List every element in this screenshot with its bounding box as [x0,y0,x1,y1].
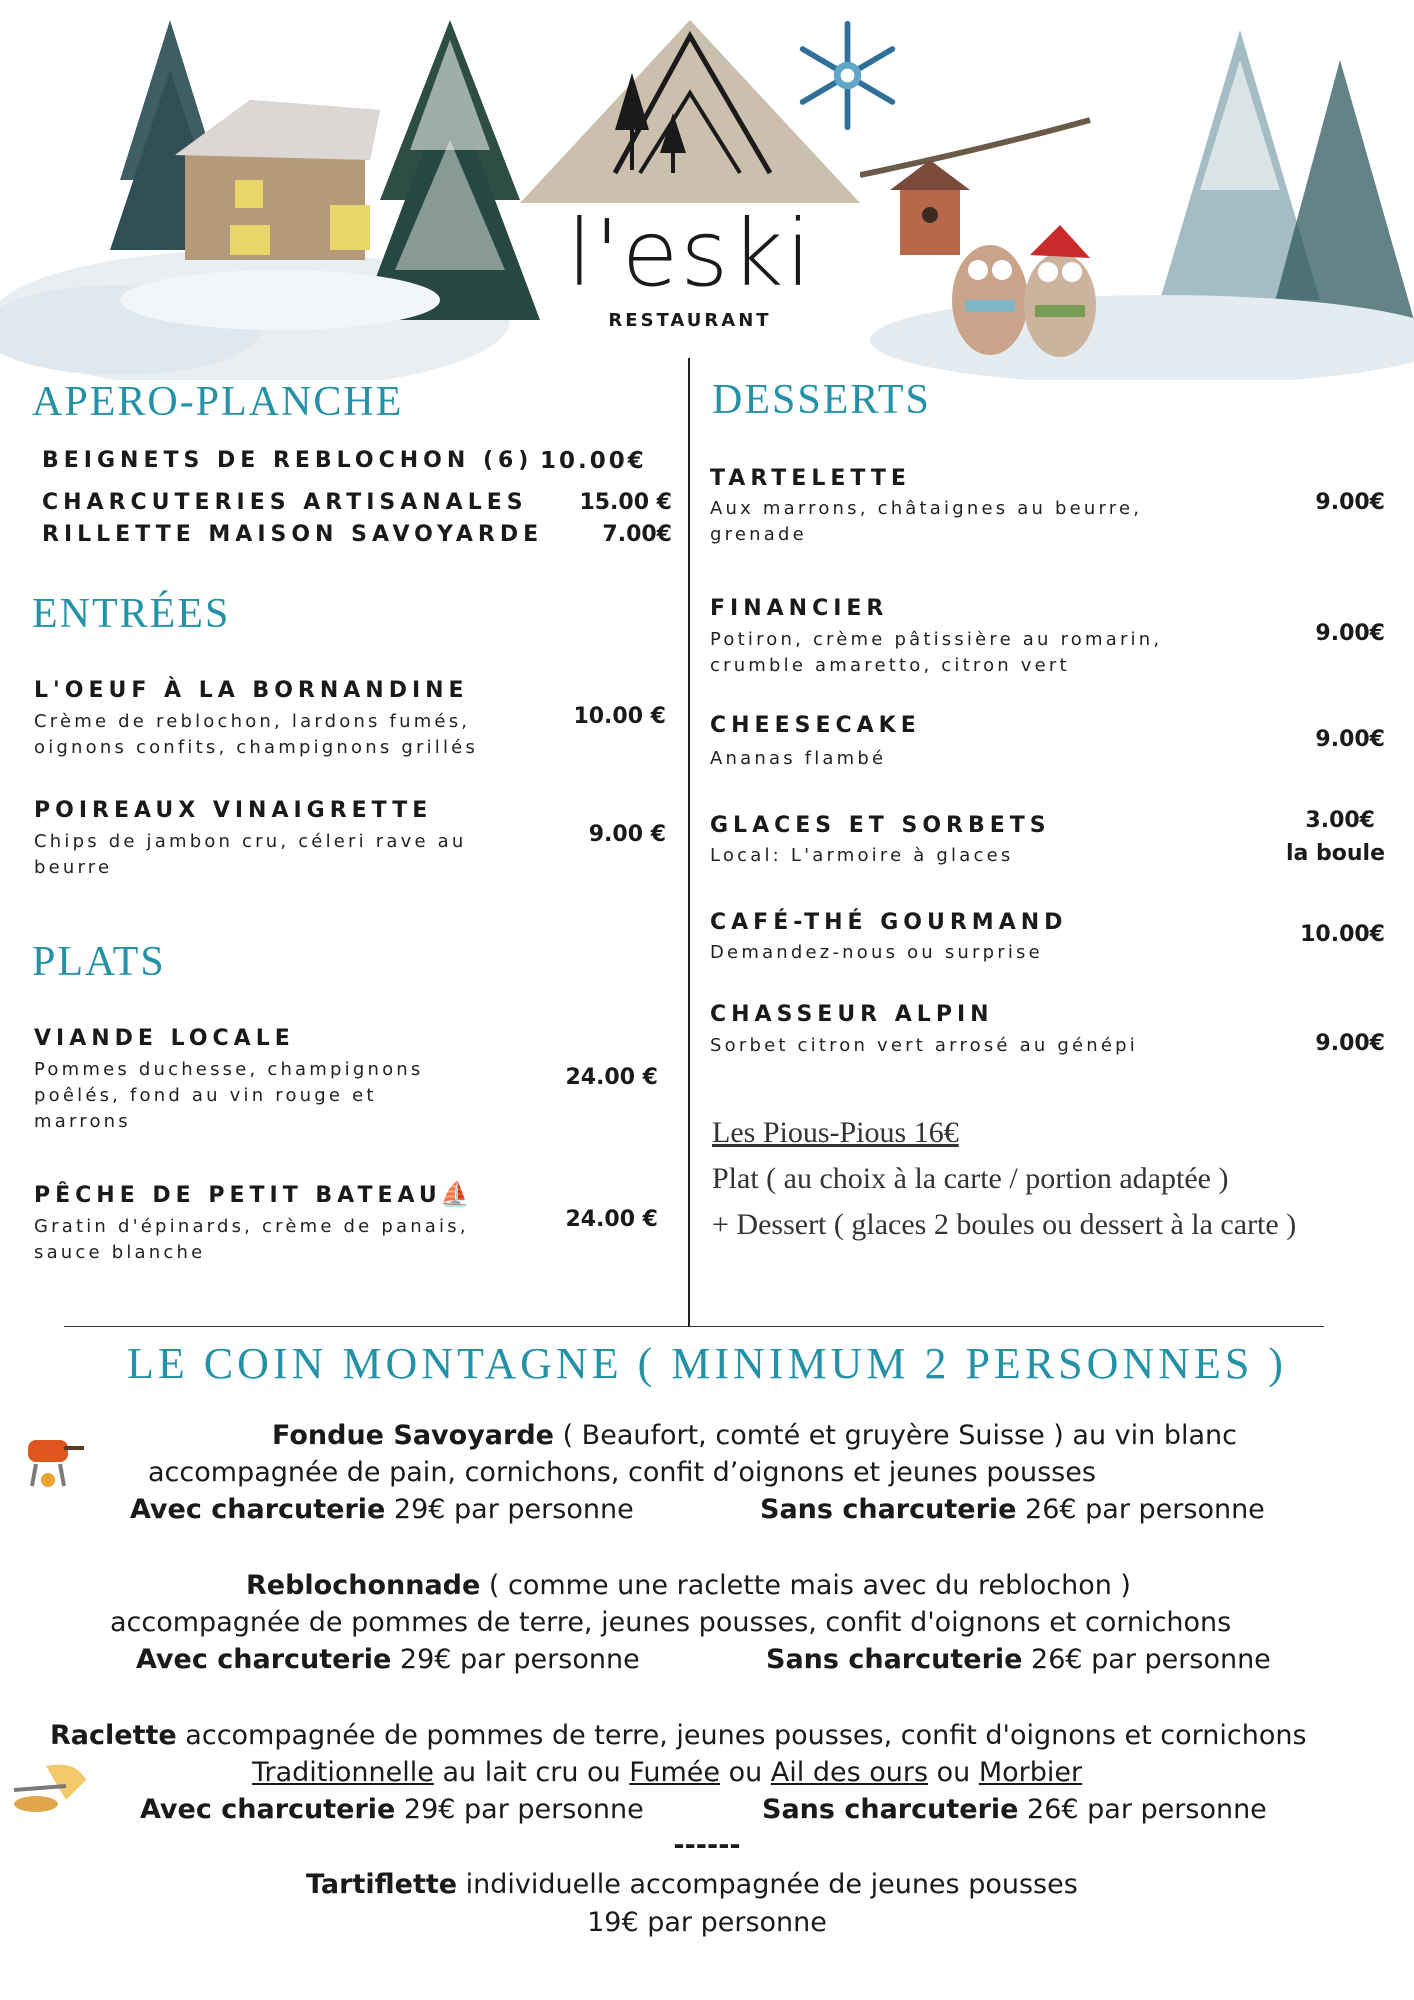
section-divider [64,1326,1324,1327]
raclette-option: Morbier [978,1757,1083,1788]
menu-item-name: RILLETTE MAISON SAVOYARDE [42,522,544,547]
menu-item-price-unit: la boule [1285,841,1385,866]
menu-item-price: 9.00€ [1315,621,1385,646]
dish-detail: accompagnée de pommes de terre, jeunes pousses, confit d'oignons et cornichons [176,1720,1307,1751]
menu-item-price: 10.00 € [573,704,666,729]
section-title-entrees: ENTRÉES [32,591,231,637]
text: au lait cru ou [433,1757,630,1788]
fondue-without-charcuterie [760,1494,1265,1525]
menu-item-price: 3.00€ [1305,808,1375,833]
fondue-with-charcuterie [130,1494,634,1525]
menu-item-name: L'OEUF À LA BORNANDINE [34,678,469,703]
price-label: Sans charcuterie [766,1644,1023,1675]
reblochonnade-line-2: accompagnée de pommes de terre, jeunes pousses, confit d'oignons et cornichons [110,1607,1232,1638]
kids-menu-line: + Dessert ( glaces 2 boules ou dessert à la carte ) [712,1208,1297,1241]
menu-item-price: 15.00 € [579,490,672,515]
section-title-plats: PLATS [32,939,166,985]
price-label: Avec charcuterie [136,1644,392,1675]
price-value: 26€ par personne [1022,1644,1271,1675]
price-value: 29€ par personne [385,1494,634,1525]
menu-item-name: VIANDE LOCALE [34,1026,295,1051]
fondue-pot-icon [24,1434,86,1494]
menu-item-desc: Sorbet citron vert arrosé au génépi [710,1035,1139,1056]
menu-item-desc: crumble amaretto, citron vert [710,655,1070,676]
reblochonnade-with-charcuterie [136,1644,640,1675]
price-value: 29€ par personne [391,1644,640,1675]
dish-name: Raclette [50,1720,177,1751]
tartiflette-line-1 [306,1869,1078,1900]
menu-item-desc: Aux marrons, châtaignes au beurre, [710,498,1143,519]
menu-item-price: 9.00€ [1315,490,1385,515]
menu-item-desc: Crème de reblochon, lardons fumés, [34,711,471,732]
price-value: 29€ par personne [395,1794,644,1825]
brand-name: l'eski [566,200,814,307]
menu-item-name: PÊCHE DE PETIT BATEAU [34,1183,442,1208]
dish-detail: ( comme une raclette mais avec du reblochon ) [480,1570,1131,1601]
menu-item-desc: marrons [34,1111,131,1132]
menu-item-price: 24.00 € [565,1065,658,1090]
menu-item-desc: Ananas flambé [710,748,887,769]
dish-detail: individuelle accompagnée de jeunes pousses [457,1869,1078,1900]
raclette-option: Fumée [629,1757,720,1788]
menu-item-name: CHARCUTERIES ARTISANALES [42,490,528,515]
menu-item-name: TARTELETTE [710,466,911,491]
column-divider [688,358,690,1326]
section-title-apero: APERO-PLANCHE [32,379,404,425]
reblochonnade-without-charcuterie [766,1644,1271,1675]
dish-name: Fondue Savoyarde [272,1420,554,1451]
price-value: 26€ par personne [1018,1794,1267,1825]
fondue-line-2: accompagnée de pain, cornichons, confit d’oignons et jeunes pousses [148,1457,1096,1488]
text: ou [928,1757,979,1788]
menu-item-desc: grenade [710,524,807,545]
menu-item-desc: Potiron, crème pâtissière au romarin, [710,629,1163,650]
raclette-without-charcuterie [762,1794,1267,1825]
menu-item-desc: Pommes duchesse, champignons [34,1059,424,1080]
menu-item-price: 10.00€ [1300,922,1385,947]
menu-item-price: 10.00€ [540,448,647,474]
winter-owls-illustration [860,0,1414,380]
menu-item-name: CHEESECAKE [710,713,921,738]
menu-item-price: 9.00 € [588,822,666,847]
sailboat-icon: ⛵ [440,1180,470,1208]
menu-item-name: BEIGNETS DE REBLOCHON (6) [42,448,534,473]
menu-item-desc: poêlés, fond au vin rouge et [34,1085,377,1106]
dish-name: Reblochonnade [246,1570,481,1601]
brand-subtitle: RESTAURANT [608,310,772,331]
menu-item-name: CHASSEUR ALPIN [710,1002,994,1027]
menu-item-price: 24.00 € [565,1207,658,1232]
menu-item-desc: Gratin d'épinards, crème de panais, [34,1216,469,1237]
kids-menu-line: Plat ( au choix à la carte / portion adaptée ) [712,1162,1229,1195]
raclette-cheese-icon [6,1760,90,1816]
raclette-line-1 [50,1720,1307,1751]
winter-cottage-illustration [0,0,560,380]
price-label: Avec charcuterie [140,1794,396,1825]
menu-item-desc: Chips de jambon cru, céleri rave au [34,831,467,852]
price-label: Avec charcuterie [130,1494,386,1525]
section-title-desserts: DESSERTS [712,377,931,423]
dish-detail: ( Beaufort, comté et gruyère Suisse ) au vin blanc [553,1420,1237,1451]
menu-item-name: CAFÉ-THÉ GOURMAND [710,910,1068,935]
menu-item-name: FINANCIER [710,596,889,621]
raclette-option: Traditionnelle [252,1757,434,1788]
menu-item-name: GLACES ET SORBETS [710,813,1051,838]
price-value: 26€ par personne [1016,1494,1265,1525]
price-label: Sans charcuterie [760,1494,1017,1525]
price-label: Sans charcuterie [762,1794,1019,1825]
tartiflette-price: 19€ par personne [587,1907,827,1938]
menu-item-desc: Demandez-nous ou surprise [710,942,1043,963]
menu-item-name: POIREAUX VINAIGRETTE [34,798,433,823]
fondue-line-1 [272,1420,1237,1451]
raclette-with-charcuterie [140,1794,644,1825]
reblochonnade-line-1 [246,1570,1131,1601]
raclette-options [252,1757,1082,1788]
menu-item-desc: oignons confits, champignons grillés [34,737,479,758]
menu-item-price: 9.00€ [1315,1031,1385,1056]
kids-menu-title: Les Pious-Pious 16€ [712,1116,959,1149]
separator: ------ [673,1830,741,1861]
text: ou [719,1757,771,1788]
menu-item-desc: beurre [34,857,113,878]
raclette-option: Ail des ours [770,1757,929,1788]
dish-name: Tartiflette [306,1869,458,1900]
menu-item-desc: Local: L'armoire à glaces [710,845,1014,866]
menu-item-desc: sauce blanche [34,1242,206,1263]
section-title-mountain: LE COIN MONTAGNE ( MINIMUM 2 PERSONNES ) [127,1339,1287,1388]
menu-item-price: 9.00€ [1315,727,1385,752]
menu-item-price: 7.00€ [602,522,672,547]
